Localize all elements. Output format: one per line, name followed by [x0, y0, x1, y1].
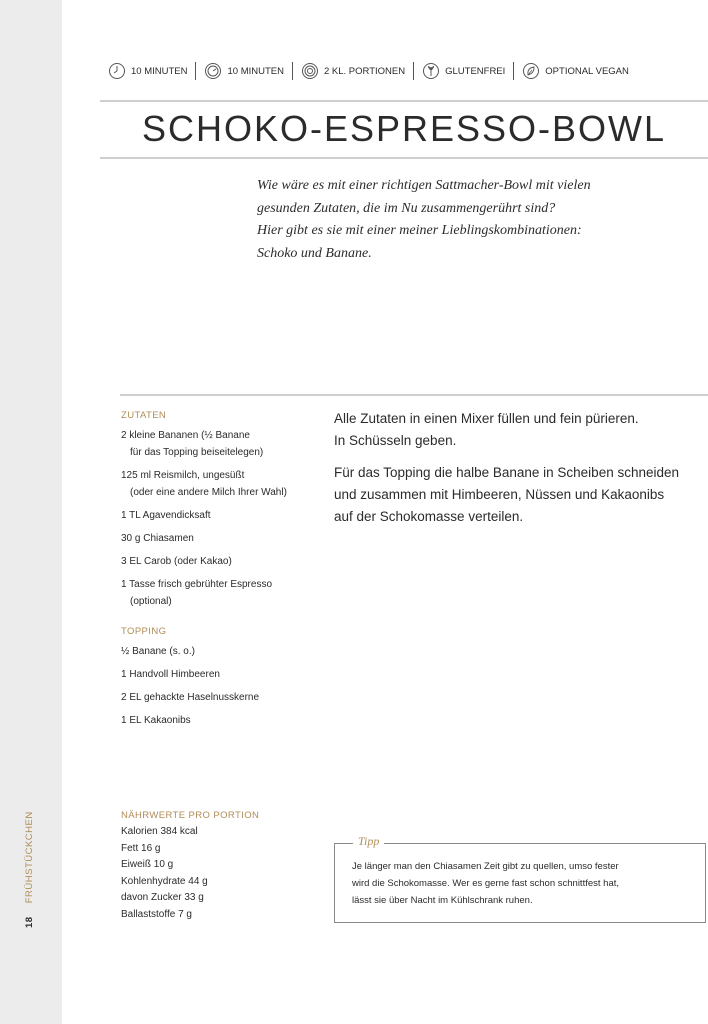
ingredient-item: [121, 553, 341, 570]
ingredient-line: 30 g Chiasamen: [121, 533, 194, 544]
nutrition-row: Eiweiß 10 g: [121, 859, 174, 870]
ingredient-line: 2 kleine Bananen (½ Banane: [121, 430, 250, 441]
instruction-line: In Schüsseln geben.: [334, 433, 457, 448]
ingredients-heading: ZUTATEN: [121, 410, 167, 421]
nutrition-row: Ballaststoffe 7 g: [121, 908, 192, 920]
topping-item: 2 EL gehackte Haselnusskerne: [121, 692, 260, 703]
meta-gluten: [422, 62, 505, 80]
nutrition-heading: NÄHRWERTE PRO PORTION: [121, 810, 260, 821]
meta-portions: [301, 62, 405, 80]
section-rule: [120, 394, 708, 396]
ingredient-line: 1 Tasse frisch gebrühter Espresso: [121, 579, 273, 590]
nutrition-row: Kalorien 384 kcal: [121, 826, 198, 837]
nutrition-facts: [121, 810, 321, 923]
tip-text: [352, 858, 702, 909]
ingredient-note: (optional): [130, 596, 172, 607]
topping-item: 1 EL Kakaonibs: [121, 715, 191, 726]
meta-cook-time-label: 10 MINUTEN: [227, 65, 284, 77]
ingredient-note: (oder eine andere Milch Ihrer Wahl): [130, 487, 287, 498]
meta-prep-time-label: 10 MINUTEN: [131, 65, 188, 77]
page-number: 18: [24, 916, 35, 928]
recipe-meta-bar: [108, 60, 629, 82]
intro-line: gesunden Zutaten, die im Nu zusammengerührt sind?: [257, 200, 556, 216]
ingredients-list: [121, 410, 341, 616]
intro-line: Hier gibt es sie mit einer meiner Lieblingskombinationen:: [257, 223, 582, 238]
bowl-icon: [301, 62, 319, 80]
topping-item: ½ Banane (s. o.): [121, 646, 195, 657]
instruction-line: und zusammen mit Himbeeren, Nüssen und Kakaonibs: [334, 487, 665, 502]
tip-box: [334, 834, 706, 923]
tip-line: lässt sie über Nacht im Kühlschrank ruhen.: [352, 895, 533, 906]
ingredient-item: [121, 576, 341, 610]
leaf-icon: [522, 62, 540, 80]
timer-icon: [204, 62, 222, 80]
title-rule-bottom: [100, 157, 708, 159]
section-name: FRÜHSTÜCKCHEN: [24, 811, 35, 904]
instruction-step: [334, 462, 704, 528]
title-rule-top: [100, 100, 708, 102]
topping-heading: TOPPING: [121, 626, 167, 637]
meta-vegan: [522, 62, 629, 80]
recipe-title: SCHOKO-ESPRESSO-BOWL: [141, 108, 667, 149]
ingredient-line: 3 EL Carob (oder Kakao): [121, 556, 232, 567]
recipe-intro: [257, 175, 687, 265]
meta-vegan-label: OPTIONAL VEGAN: [545, 65, 629, 77]
ingredient-item: [121, 530, 341, 547]
meta-divider: [292, 62, 293, 80]
instruction-line: auf der Schokomasse verteilen.: [334, 509, 524, 524]
tip-line: Je länger man den Chiasamen Zeit gibt zu quellen, umso fester: [352, 861, 619, 872]
ingredient-item: [121, 507, 341, 524]
nutrition-row: davon Zucker 33 g: [121, 892, 204, 903]
wheat-icon: [422, 62, 440, 80]
ingredient-line: 1 TL Agavendicksaft: [121, 510, 211, 521]
meta-cook-time: [204, 62, 283, 80]
meta-divider: [195, 62, 196, 80]
instruction-line: Alle Zutaten in einen Mixer füllen und fein pürieren.: [334, 411, 639, 426]
meta-divider: [413, 62, 414, 80]
tip-line: wird die Schokomasse. Wer es gerne fast schon schnittfest hat,: [352, 878, 620, 889]
meta-gluten-label: GLUTENFREI: [445, 65, 506, 77]
topping-item: 1 Handvoll Himbeeren: [121, 669, 220, 680]
intro-line: Schoko und Banane.: [257, 245, 372, 261]
instructions: [334, 408, 704, 538]
intro-line: Wie wäre es mit einer richtigen Sattmacher-Bowl mit vielen: [257, 178, 591, 193]
side-label: [24, 800, 44, 930]
nutrition-row: Kohlenhydrate 44 g: [121, 875, 208, 887]
instruction-line: Für das Topping die halbe Banane in Scheiben schneiden: [334, 465, 680, 480]
ingredient-item: [121, 427, 341, 461]
meta-prep-time: [108, 62, 187, 80]
topping-list: [121, 626, 341, 735]
tip-label: Tipp: [353, 834, 384, 849]
ingredient-item: [121, 467, 341, 501]
instruction-step: [334, 408, 704, 452]
clock-icon: [108, 62, 126, 80]
ingredient-line: 125 ml Reismilch, ungesüßt: [121, 470, 245, 481]
nutrition-row: Fett 16 g: [121, 842, 161, 854]
ingredient-note: für das Topping beiseitelegen): [130, 447, 264, 458]
meta-divider: [513, 62, 514, 80]
meta-portions-label: 2 KL. PORTIONEN: [323, 65, 406, 77]
